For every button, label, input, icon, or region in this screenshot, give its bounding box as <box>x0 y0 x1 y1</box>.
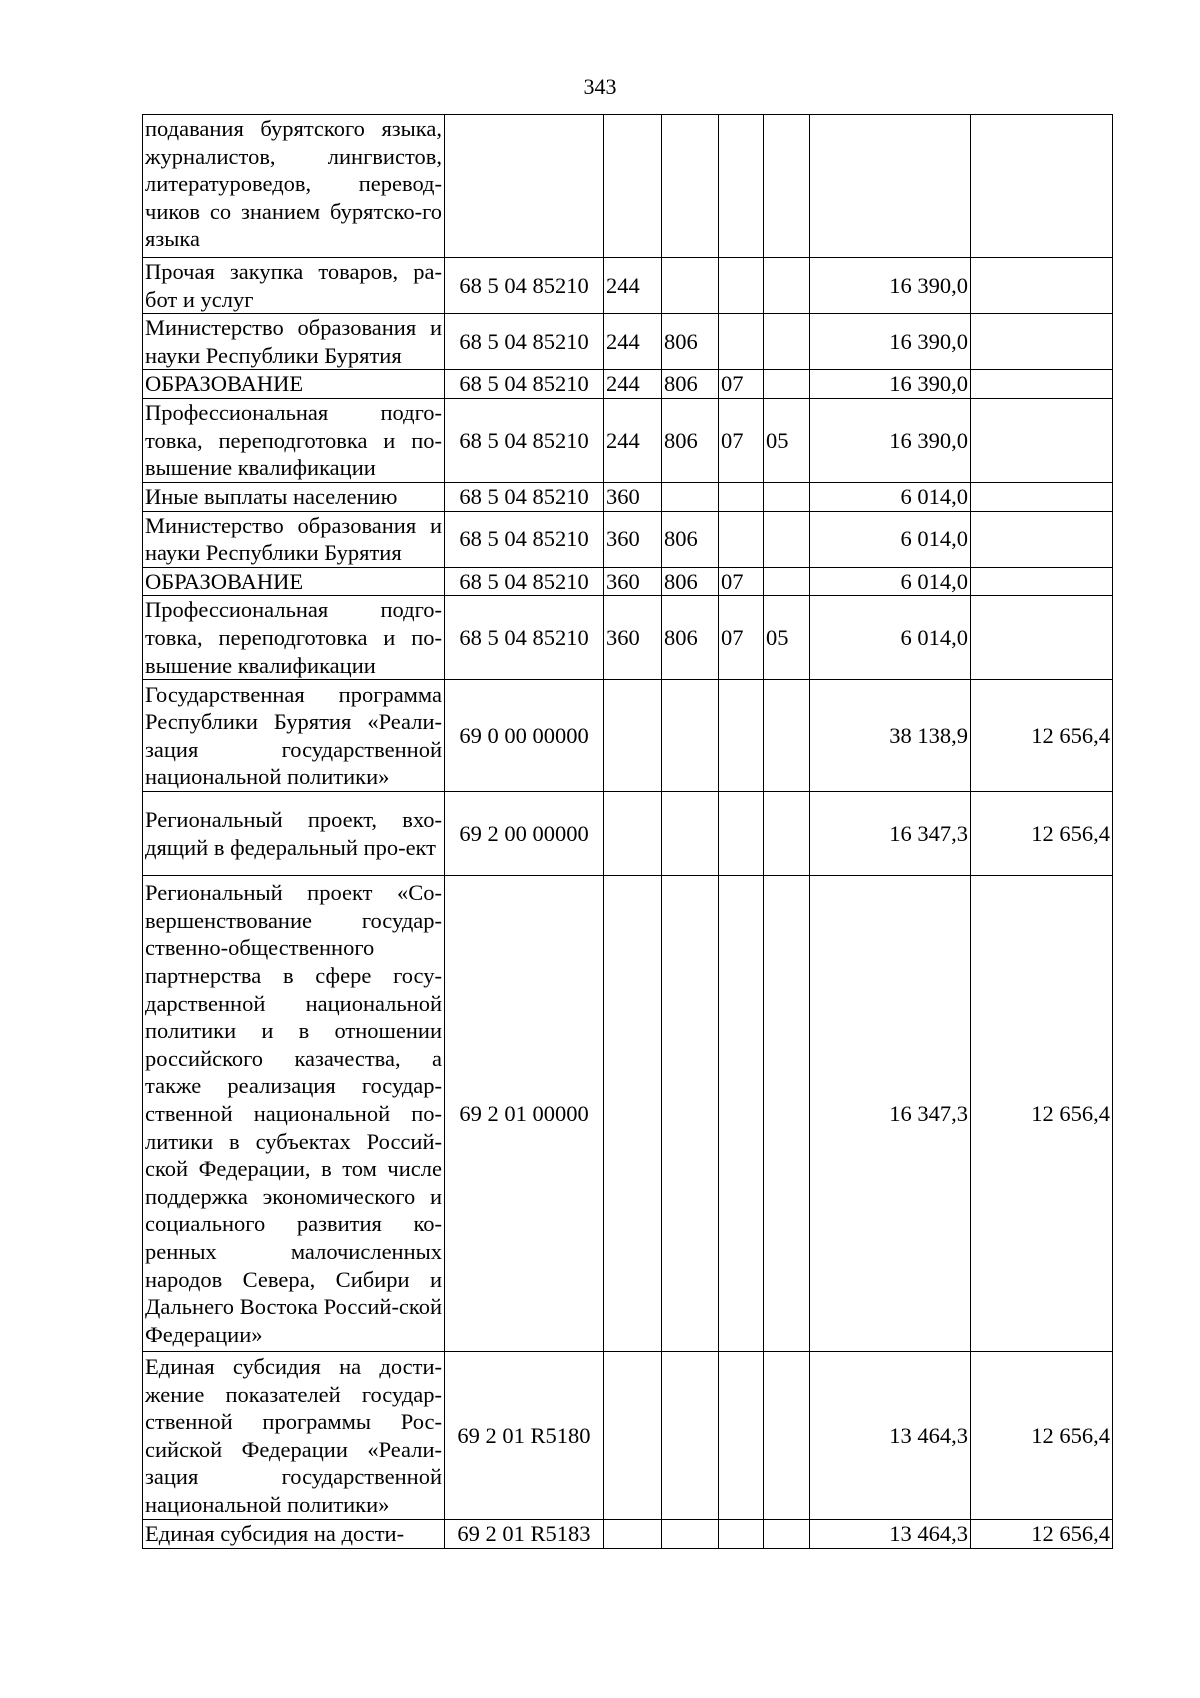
row-amount-federal <box>971 596 1113 680</box>
row-subsection <box>764 482 810 511</box>
row-expense-type <box>604 115 662 258</box>
row-ministry-code <box>662 1520 719 1549</box>
row-target-code <box>445 115 604 258</box>
row-name: подавания бурятского языка, журналистов, лингвистов, литературоведов, перевод-чиков со знанием бурятско-го языка <box>143 115 445 258</box>
table-row <box>143 680 1113 792</box>
row-amount-total: 13 464,3 <box>810 1352 971 1520</box>
row-amount-total: 38 138,9 <box>810 680 971 792</box>
row-name: Региональный проект, вхо-дящий в федеральный про-ект <box>143 792 445 876</box>
row-ministry-code <box>662 876 719 1352</box>
row-name: Министерство образования и науки Республики Бурятия <box>143 511 445 567</box>
row-target-code: 69 2 01 R5183 <box>445 1520 604 1549</box>
row-expense-type: 360 <box>604 596 662 680</box>
table-row <box>143 876 1113 1352</box>
row-expense-type: 244 <box>604 314 662 370</box>
row-subsection: 05 <box>764 398 810 482</box>
row-expense-type: 244 <box>604 398 662 482</box>
row-target-code: 69 2 01 R5180 <box>445 1352 604 1520</box>
row-name: Профессиональная подго-товка, переподготовка и по-вышение квалификации <box>143 398 445 482</box>
row-amount-federal: 12 656,4 <box>971 876 1113 1352</box>
table-row <box>143 370 1113 399</box>
row-amount-federal <box>971 511 1113 567</box>
row-amount-total: 6 014,0 <box>810 567 971 596</box>
budget-table <box>142 114 1113 1549</box>
row-amount-total: 16 347,3 <box>810 792 971 876</box>
table-row <box>143 115 1113 258</box>
row-expense-type: 360 <box>604 482 662 511</box>
row-section <box>719 680 764 792</box>
row-amount-federal <box>971 482 1113 511</box>
row-expense-type <box>604 876 662 1352</box>
row-section: 07 <box>719 596 764 680</box>
row-amount-total: 16 390,0 <box>810 258 971 314</box>
table-row <box>143 567 1113 596</box>
row-name: ОБРАЗОВАНИЕ <box>143 567 445 596</box>
row-amount-federal <box>971 398 1113 482</box>
row-name: ОБРАЗОВАНИЕ <box>143 370 445 399</box>
row-name: Региональный проект «Со-вершенствование государ-ственно-общественного партнерства в сфере госу-дарственной национальной политики и в отношении российского казачества, а также реализация государ-ственной национальной по-литики в субъектах Россий-ской Федерации, в том числе поддержка экономического и социального развития ко-ренных малочисленных народов Севера, Сибири и Дальнего Востока Россий-ской Федерации» <box>143 876 445 1352</box>
row-subsection <box>764 511 810 567</box>
row-ministry-code: 806 <box>662 596 719 680</box>
row-ministry-code: 806 <box>662 314 719 370</box>
page-number: 343 <box>583 74 617 99</box>
table-row <box>143 258 1113 314</box>
row-ministry-code: 806 <box>662 511 719 567</box>
row-subsection <box>764 115 810 258</box>
row-target-code: 68 5 04 85210 <box>445 370 604 399</box>
table-row <box>143 1352 1113 1520</box>
row-section <box>719 115 764 258</box>
row-section <box>719 1352 764 1520</box>
row-amount-federal: 12 656,4 <box>971 680 1113 792</box>
row-section <box>719 482 764 511</box>
row-ministry-code: 806 <box>662 567 719 596</box>
row-section <box>719 792 764 876</box>
row-expense-type <box>604 792 662 876</box>
row-ministry-code <box>662 115 719 258</box>
row-subsection: 05 <box>764 596 810 680</box>
row-expense-type <box>604 680 662 792</box>
row-target-code: 68 5 04 85210 <box>445 482 604 511</box>
row-subsection <box>764 1520 810 1549</box>
table-row <box>143 792 1113 876</box>
row-name: Министерство образования и науки Республики Бурятия <box>143 314 445 370</box>
row-amount-total: 13 464,3 <box>810 1520 971 1549</box>
row-section <box>719 876 764 1352</box>
table-row <box>143 511 1113 567</box>
row-amount-federal <box>971 258 1113 314</box>
table-body <box>143 115 1113 1549</box>
table-row <box>143 596 1113 680</box>
row-section: 07 <box>719 370 764 399</box>
row-amount-federal: 12 656,4 <box>971 1520 1113 1549</box>
row-amount-federal <box>971 370 1113 399</box>
row-subsection <box>764 370 810 399</box>
row-target-code: 69 2 00 00000 <box>445 792 604 876</box>
row-amount-federal: 12 656,4 <box>971 1352 1113 1520</box>
row-amount-federal <box>971 567 1113 596</box>
row-subsection <box>764 680 810 792</box>
row-amount-total: 16 347,3 <box>810 876 971 1352</box>
table-row <box>143 398 1113 482</box>
row-name: Прочая закупка товаров, ра-бот и услуг <box>143 258 445 314</box>
row-subsection <box>764 567 810 596</box>
row-subsection <box>764 314 810 370</box>
row-subsection <box>764 792 810 876</box>
row-section <box>719 1520 764 1549</box>
row-amount-federal <box>971 115 1113 258</box>
row-subsection <box>764 1352 810 1520</box>
row-subsection <box>764 258 810 314</box>
row-section <box>719 314 764 370</box>
row-amount-total: 16 390,0 <box>810 370 971 399</box>
row-amount-total: 6 014,0 <box>810 596 971 680</box>
row-section: 07 <box>719 398 764 482</box>
row-name: Профессиональная подго-товка, переподготовка и по-вышение квалификации <box>143 596 445 680</box>
row-ministry-code <box>662 258 719 314</box>
row-target-code: 68 5 04 85210 <box>445 596 604 680</box>
row-amount-federal: 12 656,4 <box>971 792 1113 876</box>
row-amount-total: 16 390,0 <box>810 398 971 482</box>
row-expense-type: 244 <box>604 258 662 314</box>
row-target-code: 68 5 04 85210 <box>445 398 604 482</box>
row-amount-total: 16 390,0 <box>810 314 971 370</box>
row-section <box>719 258 764 314</box>
table-row <box>143 314 1113 370</box>
row-ministry-code <box>662 792 719 876</box>
row-ministry-code <box>662 482 719 511</box>
row-ministry-code <box>662 680 719 792</box>
table-row <box>143 482 1113 511</box>
row-expense-type: 244 <box>604 370 662 399</box>
row-name: Единая субсидия на дости-жение показателей государ-ственной программы Рос-сийской Федерации «Реали-зация государственной национальной политики» <box>143 1352 445 1520</box>
row-expense-type: 360 <box>604 511 662 567</box>
row-amount-total <box>810 115 971 258</box>
row-target-code: 68 5 04 85210 <box>445 258 604 314</box>
row-amount-total: 6 014,0 <box>810 482 971 511</box>
row-ministry-code <box>662 1352 719 1520</box>
row-amount-total: 6 014,0 <box>810 511 971 567</box>
row-amount-federal <box>971 314 1113 370</box>
row-name: Единая субсидия на дости- <box>143 1520 445 1549</box>
row-section <box>719 511 764 567</box>
row-target-code: 69 2 01 00000 <box>445 876 604 1352</box>
row-name: Государственная программа Республики Бурятия «Реали-зация государственной национальной политики» <box>143 680 445 792</box>
row-target-code: 68 5 04 85210 <box>445 511 604 567</box>
row-ministry-code: 806 <box>662 370 719 399</box>
row-expense-type <box>604 1520 662 1549</box>
row-expense-type <box>604 1352 662 1520</box>
row-target-code: 68 5 04 85210 <box>445 567 604 596</box>
row-target-code: 68 5 04 85210 <box>445 314 604 370</box>
row-target-code: 69 0 00 00000 <box>445 680 604 792</box>
row-expense-type: 360 <box>604 567 662 596</box>
row-ministry-code: 806 <box>662 398 719 482</box>
row-section: 07 <box>719 567 764 596</box>
row-subsection <box>764 876 810 1352</box>
table-row <box>143 1520 1113 1549</box>
row-name: Иные выплаты населению <box>143 482 445 511</box>
